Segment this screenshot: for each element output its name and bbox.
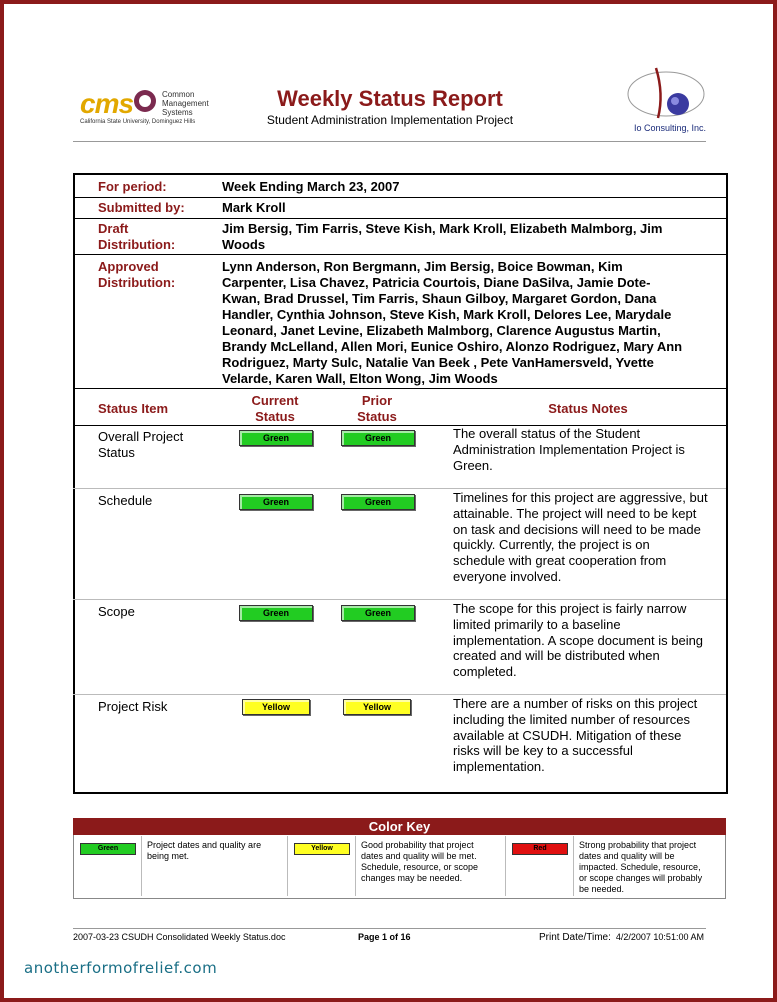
key-divider [287,836,288,896]
period-label: For period: [98,179,167,194]
row-divider [73,599,726,600]
status-item-scope: Scope [98,604,135,619]
row-divider [73,488,726,489]
current-status-badge: Green [239,494,313,510]
status-item-risk: Project Risk [98,699,168,714]
row-divider [73,694,726,695]
report-subtitle: Student Administration Implementation Project [266,113,514,127]
key-red-badge: Red [512,843,568,855]
key-divider [141,836,142,896]
status-note: The overall status of the Student Administration Implementation Project is Green. [453,426,685,473]
current-status-badge: Green [239,605,313,621]
status-note: Timelines for this project are aggressive, but attainable. The project will need to be kept on task and decisions will need to be made quickly. Currently, the project is on schedule with great cooperation from everyone involved. [453,490,708,584]
cms-logo-name: Common Management Systems [162,90,209,117]
key-green-badge: Green [80,843,136,855]
draft-label: Draft Distribution: [98,221,176,252]
cms-logo-subtitle: California State University, Dominguez Hills [80,119,196,125]
row-divider [73,388,726,389]
row-divider [73,218,726,219]
row-divider [73,254,726,255]
prior-status-badge: Green [341,605,415,621]
site-watermark: anotherformofrelief.com [24,959,218,977]
status-item-schedule: Schedule [98,493,153,508]
status-item-overall: Overall Project Status [98,429,184,460]
prior-status-badge: Green [341,430,415,446]
cms-logo-mark [134,90,156,112]
status-note: The scope for this project is fairly narrow limited primarily to a baseline implementation. A scope document is being created and will be distributed when completed. [453,601,704,680]
key-yellow-badge: Yellow [294,843,350,855]
current-status-header: Current Status [251,393,299,424]
io-consulting-name: Io Consulting, Inc. [633,123,707,133]
key-divider [573,836,574,896]
approved-label: Approved Distribution: [98,259,176,290]
key-red-text: Strong probability that project dates and quality will be impacted. Schedule, resource, or scope changes will probably be needed. [579,840,703,894]
period-value: Week Ending March 23, 2007 [222,179,400,194]
footer-filename: 2007-03-23 CSUDH Consolidated Weekly Status.doc [73,932,286,942]
row-divider [73,197,726,198]
report-title: Weekly Status Report [277,86,503,111]
current-status-badge: Green [239,430,313,446]
status-notes-header: Status Notes [548,401,628,416]
prior-status-badge: Green [341,494,415,510]
cms-logo [80,88,220,128]
footer-rule [73,928,706,929]
header-rule [73,141,706,142]
cms-logo-text: cms [80,88,134,119]
footer-page: Page 1 of 16 [358,932,411,942]
prior-status-badge: Yellow [343,699,411,715]
current-status-badge: Yellow [242,699,310,715]
approved-value: Lynn Anderson, Ron Bergmann, Jim Bersig, Boice Bowman, Kim Carpenter, Lisa Chavez, Patricia Courtois, Diane DaSilva, Jamie Dote- Kwan, Brad Drussel, Tim Farris, Shaun Gilboy, Margaret Gordon, Dana Handler, Cynthia Johnson, Steve Kish, Mark Kroll, Delores Lee, Marydale Leonard, Janet Levine, Elizabeth Malmborg, Clarence Augustus Martin, Brandy McLelland, Allen Mori, Eunice Oshiro, Alonzo Rodriguez, Mary Ann Rodriguez, Marty Sulc, Natalie Van Beek , Pete VanHamersveld, Yvette Velarde, Karen Wall, Elton Wong, Jim Woods [222,259,683,386]
color-key-title: Color Key [73,818,726,835]
key-divider [355,836,356,896]
key-yellow-text: Good probability that project dates and quality will be met. Schedule, resource, or scope changes may be needed. [361,840,479,883]
submitted-label: Submitted by: [98,200,185,215]
status-note: There are a number of risks on this project including the limited number of resources available at CSUDH. Mitigation of these risks will be key to a successful implementation. [453,696,698,775]
status-item-header: Status Item [98,401,169,416]
submitted-value: Mark Kroll [222,200,286,215]
draft-value: Jim Bersig, Tim Farris, Steve Kish, Mark Kroll, Elizabeth Malmborg, Jim Woods [222,221,663,252]
key-green-text: Project dates and quality are being met. [147,840,262,861]
prior-status-header: Prior Status [357,393,397,424]
key-divider [505,836,506,896]
footer-print: Print Date/Time: 4/2/2007 10:51:00 AM [539,932,704,943]
